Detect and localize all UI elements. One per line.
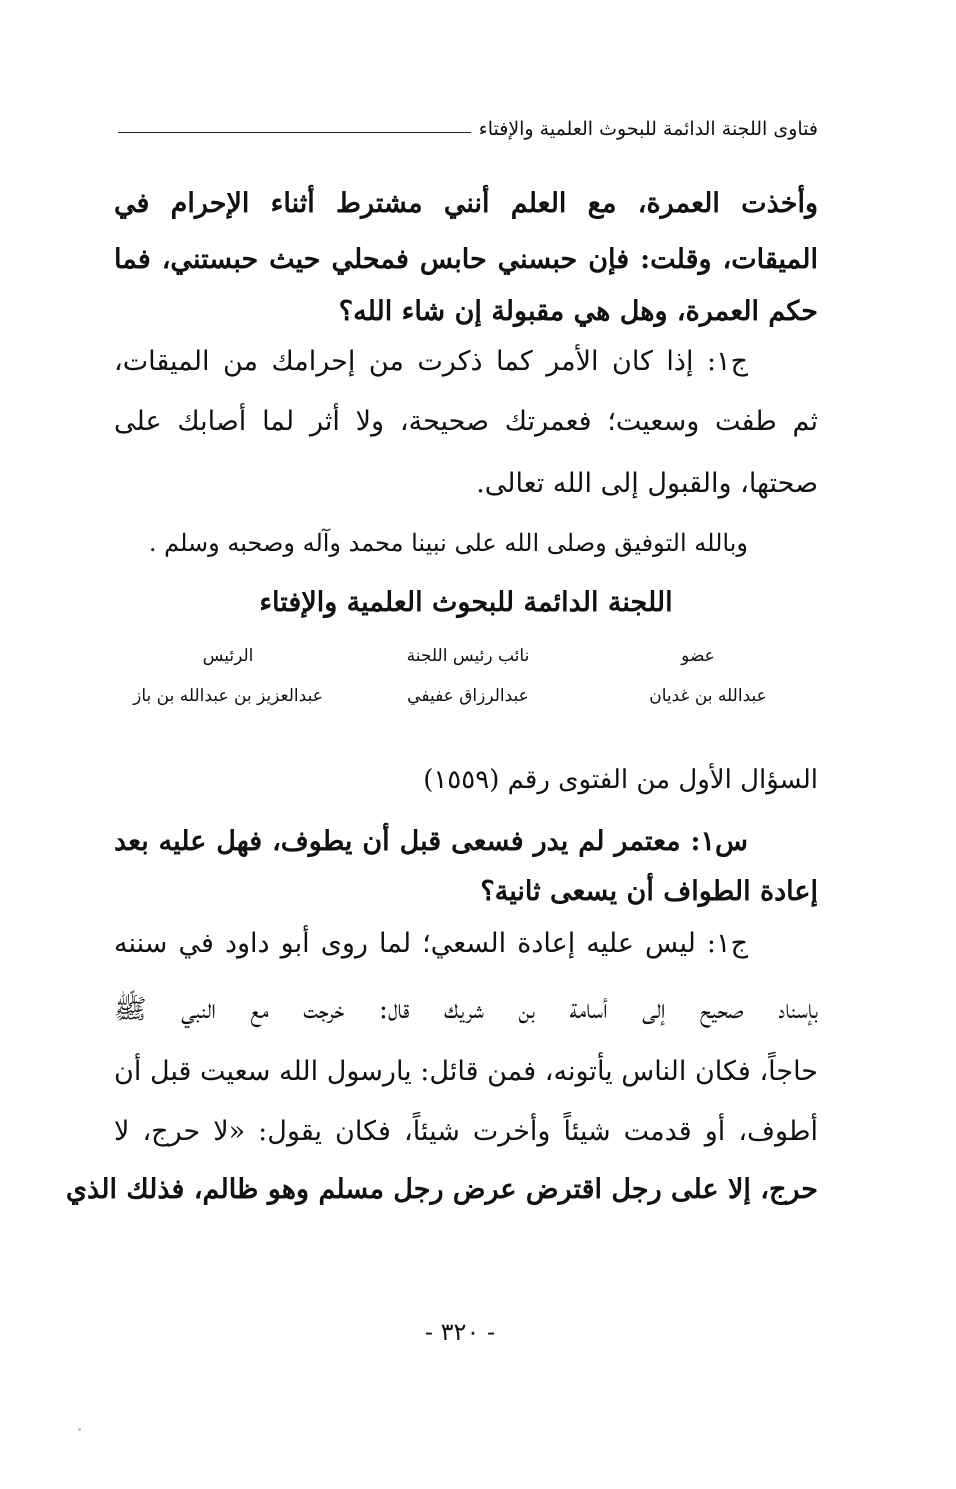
answer-line: بإسناد صحيح إلى أسامة بن شريك قال: خرجت مع النبي ﷺ	[114, 994, 818, 1025]
answer-prev-line: ثم طفت وسعيت؛ فعمرتك صحيحة، ولا أثر لما أصابك على	[114, 406, 818, 437]
header-rule	[118, 132, 471, 133]
committee-title: اللجنة الدائمة للبحوث العلمية والإفتاء	[259, 587, 673, 618]
closing-formula: وبالله التوفيق وصلى الله على نبينا محمد وآله وصحبه وسلم .	[148, 529, 748, 557]
running-header	[118, 112, 818, 146]
page-number: - ٣٢٠ -	[424, 1318, 496, 1346]
answer-line: حاجاً، فكان الناس يأتونه، فمن قائل: يارسول الله سعيت قبل أن	[114, 1056, 818, 1087]
question-prev-line: حكم العمرة، وهل هي مقبولة إن شاء الله؟	[338, 296, 818, 327]
header-title: فتاوى اللجنة الدائمة للبحوث العلمية والإفتاء	[478, 118, 818, 140]
scan-speck	[78, 1428, 81, 1431]
signature-role: نائب رئيس اللجنة	[406, 646, 530, 666]
signature-roles	[114, 646, 818, 682]
signature-role: الرئيس	[202, 646, 254, 666]
answer-prev-line: ج١: إذا كان الأمر كما ذكرت من إحرامك من الميقات،	[114, 346, 748, 377]
answer-line: حرج، إلا على رجل اقترض عرض رجل مسلم وهو ظالم، فذلك الذي	[65, 1174, 818, 1205]
signature-name: عبدالرزاق عفيفي	[407, 686, 529, 706]
question-line: إعادة الطواف أن يسعى ثانية؟	[480, 876, 818, 907]
signature-names	[114, 686, 818, 722]
signature-role: عضو	[681, 646, 715, 666]
answer-line: ج١: ليس عليه إعادة السعي؛ لما روى أبو داود في سننه	[114, 928, 748, 959]
question-prev-line: وأخذت العمرة، مع العلم أنني مشترط أثناء الإحرام في	[114, 188, 818, 219]
signature-name: عبدالله بن غديان	[649, 686, 767, 706]
answer-line: أطوف، أو قدمت شيئاً وأخرت شيئاً، فكان يقول: «لا حرج، لا	[114, 1116, 818, 1147]
question-line: س١: معتمر لم يدر فسعى قبل أن يطوف، فهل عليه بعد	[114, 826, 748, 857]
question-prev-line: الميقات، وقلت: فإن حبسني حابس فمحلي حيث حبستني، فما	[114, 244, 818, 275]
signature-name: عبدالعزيز بن عبدالله بن باز	[133, 686, 323, 706]
fatwa-heading: السؤال الأول من الفتوى رقم (١٥٥٩)	[423, 765, 818, 795]
answer-prev-line: صحتها، والقبول إلى الله تعالى.	[476, 468, 818, 499]
